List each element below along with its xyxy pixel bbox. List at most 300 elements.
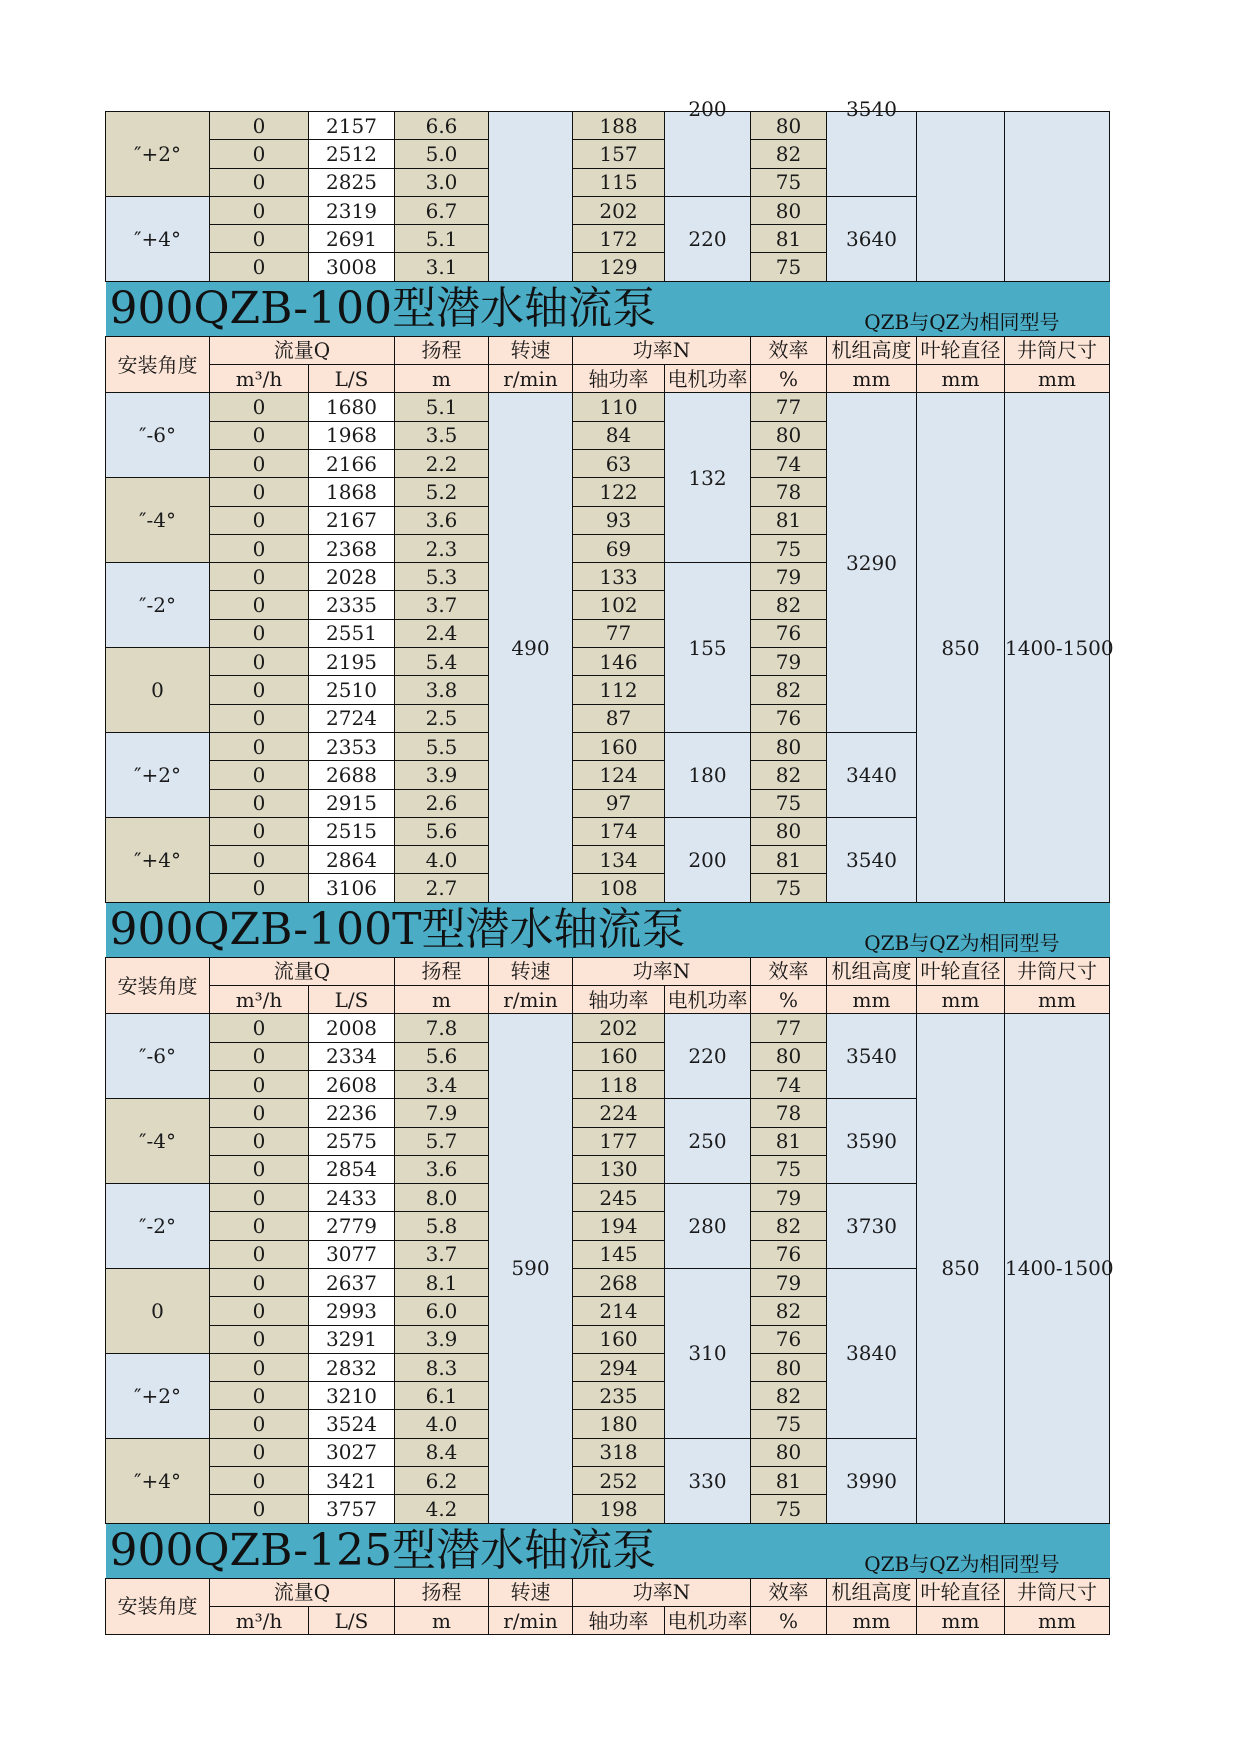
cell-unit-height [827,97,917,197]
cell-ls: 2724 [309,704,395,732]
cell-m3h: 0 [210,591,309,619]
cell-head: 7.8 [395,1014,489,1042]
cell-efficiency: 76 [751,704,827,732]
header-head: 扬程 [395,957,489,985]
cell-efficiency: 79 [751,648,827,676]
unit-mm2: mm [917,365,1005,393]
cell-ls: 3421 [309,1467,395,1495]
cell-shaft-power: 188 [573,112,665,140]
angle-cell: ″-4° [106,478,210,563]
header-flow: 流量Q [210,336,395,364]
cell-head: 3.6 [395,506,489,534]
unit-rmin: r/min [489,365,573,393]
cell-ls: 3008 [309,253,395,281]
section-title: 900QZB-100T型潜水轴流泵 [109,903,686,955]
cell-ls: 3027 [309,1438,395,1466]
header-efficiency: 效率 [751,1578,827,1606]
cell-efficiency: 79 [751,1184,827,1212]
cell-unit-height: 3290 [827,393,917,733]
header-well-size: 井筒尺寸 [1005,1578,1110,1606]
cell-m3h: 0 [210,534,309,562]
cell-efficiency: 81 [751,846,827,874]
cell-efficiency: 80 [751,1438,827,1466]
cell-head: 2.4 [395,619,489,647]
cell-motor-power [665,97,751,197]
unit-ls: L/S [309,365,395,393]
cell-head: 2.5 [395,704,489,732]
cell-ls: 2993 [309,1297,395,1325]
cell-ls: 1680 [309,393,395,421]
unit-m: m [395,365,489,393]
cell-head: 6.0 [395,1297,489,1325]
unit-row [106,986,1110,1014]
header-well-size: 井筒尺寸 [1005,336,1110,364]
cell-head: 3.7 [395,591,489,619]
header-speed: 转速 [489,336,573,364]
cell-head: 5.1 [395,225,489,253]
cell-efficiency: 76 [751,619,827,647]
cell-head: 3.5 [395,421,489,449]
section-title-inner [106,1524,1110,1578]
header-speed: 转速 [489,957,573,985]
cell-efficiency: 80 [751,196,827,224]
header-unit-height: 机组高度 [827,1578,917,1606]
cell-m3h: 0 [210,506,309,534]
cell-m3h: 0 [210,732,309,760]
cell-m3h: 0 [210,676,309,704]
cell-motor-power: 310 [665,1268,751,1438]
header-row [106,336,1110,364]
cell-head: 5.5 [395,732,489,760]
header-row [106,1578,1110,1606]
cell-efficiency: 77 [751,1014,827,1042]
section-title-inner [106,903,1110,957]
section-title-band [106,281,1110,336]
header-flow: 流量Q [210,957,395,985]
cell-shaft-power: 160 [573,1325,665,1353]
cell-ls: 2236 [309,1099,395,1127]
cell-ls: 2433 [309,1184,395,1212]
unit-pct: % [751,1606,827,1634]
cell-shaft-power: 124 [573,761,665,789]
cell-m3h: 0 [210,761,309,789]
cell-ls: 2368 [309,534,395,562]
cell-ls: 3524 [309,1410,395,1438]
cell-m3h: 0 [210,1212,309,1240]
cell-unit-height: 3590 [827,1099,917,1184]
unit-mm1: mm [827,986,917,1014]
angle-cell: ″-2° [106,1184,210,1269]
cell-efficiency: 75 [751,253,827,281]
cell-m3h: 0 [210,140,309,168]
cell-head: 8.4 [395,1438,489,1466]
unit-pct: % [751,986,827,1014]
table-row [106,393,1110,421]
cell-m3h: 0 [210,421,309,449]
cell-shaft-power: 130 [573,1155,665,1183]
cell-shaft-power: 122 [573,478,665,506]
cell-m3h: 0 [210,449,309,477]
angle-cell: ″-6° [106,393,210,478]
section-note: QZB与QZ为相同型号 [864,930,1060,955]
cell-ls: 2575 [309,1127,395,1155]
section-title-row [106,281,1110,336]
cell-ls: 3077 [309,1240,395,1268]
cell-ls: 3291 [309,1325,395,1353]
cell-efficiency: 82 [751,761,827,789]
cell-head: 3.6 [395,1155,489,1183]
cell-m3h: 0 [210,1042,309,1070]
cell-head: 2.7 [395,874,489,902]
cell-efficiency: 80 [751,421,827,449]
cell-m3h: 0 [210,393,309,421]
cell-m3h: 0 [210,1155,309,1183]
cell-ls: 2864 [309,846,395,874]
cell-impeller-diameter: 850 [917,1014,1005,1523]
cell-shaft-power: 224 [573,1099,665,1127]
unit-m3h: m³/h [210,365,309,393]
cell-shaft-power: 198 [573,1495,665,1523]
cell-ls: 2691 [309,225,395,253]
unit-mm3: mm [1005,986,1110,1014]
cell-head: 4.2 [395,1495,489,1523]
unit-shaft: 轴功率 [573,365,665,393]
cell-m3h: 0 [210,1495,309,1523]
cell-m3h: 0 [210,1297,309,1325]
cell-ls: 2166 [309,449,395,477]
cell-head: 5.8 [395,1212,489,1240]
cell-efficiency: 80 [751,817,827,845]
cell-shaft-power: 160 [573,732,665,760]
cell-shaft-power: 112 [573,676,665,704]
unit-mm2: mm [917,986,1005,1014]
cell-head: 5.6 [395,1042,489,1070]
cell-shaft-power: 93 [573,506,665,534]
cell-efficiency: 82 [751,1212,827,1240]
unit-ls: L/S [309,1606,395,1634]
section-title-band [106,902,1110,957]
cell-m3h: 0 [210,874,309,902]
cell-unit-height: 3540 [827,817,917,902]
cell-ls: 1868 [309,478,395,506]
cell-m3h: 0 [210,563,309,591]
cell-ls: 2637 [309,1268,395,1296]
header-row [106,957,1110,985]
header-efficiency: 效率 [751,336,827,364]
header-angle: 安装角度 [106,336,210,393]
cell-motor-power: 250 [665,1099,751,1184]
cell-shaft-power: 133 [573,563,665,591]
cell-ls: 2779 [309,1212,395,1240]
unit-row [106,365,1110,393]
cell-ls: 2195 [309,648,395,676]
cell-motor-power: 280 [665,1184,751,1269]
cell-head: 3.8 [395,676,489,704]
cell-efficiency: 75 [751,1155,827,1183]
angle-cell: ″+2° [106,1353,210,1438]
cell-efficiency: 75 [751,874,827,902]
cell-efficiency: 78 [751,1099,827,1127]
cell-efficiency: 81 [751,506,827,534]
header-head: 扬程 [395,336,489,364]
section-note: QZB与QZ为相同型号 [864,309,1060,334]
cell-head: 2.2 [395,449,489,477]
cell-shaft-power: 115 [573,168,665,196]
cell-shaft-power: 69 [573,534,665,562]
cell-ls: 2512 [309,140,395,168]
cell-efficiency: 75 [751,1410,827,1438]
cell-speed: 590 [489,1014,573,1523]
cell-head: 5.7 [395,1127,489,1155]
cell-m3h: 0 [210,253,309,281]
cell-efficiency: 82 [751,1297,827,1325]
cell-shaft-power: 87 [573,704,665,732]
cell-shaft-power: 108 [573,874,665,902]
cell-ls: 3210 [309,1382,395,1410]
cell-unit-height: 3990 [827,1438,917,1523]
cell-ls: 2353 [309,732,395,760]
cell-head: 3.7 [395,1240,489,1268]
cell-ls: 2825 [309,168,395,196]
cell-m3h: 0 [210,1438,309,1466]
cell-efficiency: 82 [751,140,827,168]
cell-shaft-power: 97 [573,789,665,817]
cell-motor-power: 200 [665,817,751,902]
cell-ls: 1968 [309,421,395,449]
cell-impeller-diameter: 850 [917,393,1005,902]
unit-motor: 电机功率 [665,365,751,393]
cell-m3h: 0 [210,1268,309,1296]
cell-m3h: 0 [210,478,309,506]
cell-shaft-power: 145 [573,1240,665,1268]
cell-head: 8.1 [395,1268,489,1296]
header-efficiency: 效率 [751,957,827,985]
angle-cell: ″+4° [106,817,210,902]
cell-ls: 2335 [309,591,395,619]
cell-shaft-power: 235 [573,1382,665,1410]
section-note: QZB与QZ为相同型号 [864,1551,1060,1576]
cell-efficiency: 77 [751,393,827,421]
cell-head: 5.0 [395,140,489,168]
cell-m3h: 0 [210,225,309,253]
cell-efficiency: 80 [751,1042,827,1070]
cell-shaft-power: 214 [573,1297,665,1325]
cell-shaft-power: 252 [573,1467,665,1495]
unit-motor: 电机功率 [665,986,751,1014]
cell-ls: 2319 [309,196,395,224]
unit-pct: % [751,365,827,393]
cell-head: 6.6 [395,112,489,140]
header-well-size: 井筒尺寸 [1005,957,1110,985]
cell-efficiency: 78 [751,478,827,506]
header-impeller-diameter: 叶轮直径 [917,336,1005,364]
unit-rmin: r/min [489,986,573,1014]
cell-efficiency: 81 [751,225,827,253]
cell-head: 3.9 [395,1325,489,1353]
cell-head: 5.2 [395,478,489,506]
pump-spec-sheet [105,97,1114,1635]
cell-motor-power: 155 [665,563,751,733]
cell-efficiency: 74 [751,449,827,477]
header-head: 扬程 [395,1578,489,1606]
cell-shaft-power: 202 [573,196,665,224]
cell-ls: 2167 [309,506,395,534]
cell-unit-height: 3730 [827,1184,917,1269]
cell-speed: 490 [489,393,573,902]
unit-rmin: r/min [489,1606,573,1634]
cell-efficiency: 79 [751,1268,827,1296]
cell-efficiency: 81 [751,1467,827,1495]
cell-m3h: 0 [210,168,309,196]
cell-head: 3.4 [395,1070,489,1098]
cell-ls: 2510 [309,676,395,704]
section-title: 900QZB-125型潜水轴流泵 [109,1524,657,1576]
cell-shaft-power: 160 [573,1042,665,1070]
cell-efficiency: 79 [751,563,827,591]
unit-mm3: mm [1005,365,1110,393]
unit-height-value: 3540 [846,97,897,121]
unit-motor: 电机功率 [665,1606,751,1634]
cell-ls: 2608 [309,1070,395,1098]
cell-efficiency: 82 [751,1382,827,1410]
cell-m3h: 0 [210,1410,309,1438]
cell-ls: 2515 [309,817,395,845]
cell-ls: 2688 [309,761,395,789]
header-speed: 转速 [489,1578,573,1606]
cell-unit-height: 3540 [827,1014,917,1099]
cell-unit-height: 3440 [827,732,917,817]
cell-m3h: 0 [210,648,309,676]
cell-impeller-diameter [917,112,1005,282]
cell-efficiency: 75 [751,534,827,562]
cell-shaft-power: 102 [573,591,665,619]
cell-m3h: 0 [210,1127,309,1155]
cell-motor-power: 132 [665,393,751,563]
cell-shaft-power: 157 [573,140,665,168]
unit-mm2: mm [917,1606,1005,1634]
cell-m3h: 0 [210,112,309,140]
cell-head: 4.0 [395,1410,489,1438]
cell-head: 5.6 [395,817,489,845]
angle-cell: ″+4° [106,196,210,281]
cell-m3h: 0 [210,1325,309,1353]
angle-cell: ″+2° [106,732,210,817]
angle-cell: ″-2° [106,563,210,648]
cell-shaft-power: 63 [573,449,665,477]
unit-mm1: mm [827,1606,917,1634]
cell-ls: 2157 [309,112,395,140]
cell-shaft-power: 245 [573,1184,665,1212]
cell-shaft-power: 294 [573,1353,665,1381]
cell-head: 5.3 [395,563,489,591]
cell-efficiency: 75 [751,1495,827,1523]
angle-cell: ″+2° [106,112,210,197]
cell-m3h: 0 [210,1014,309,1042]
cell-ls: 2854 [309,1155,395,1183]
cell-shaft-power: 180 [573,1410,665,1438]
unit-m3h: m³/h [210,1606,309,1634]
pump-spec-table [105,97,1114,1635]
cell-efficiency: 81 [751,1127,827,1155]
header-impeller-diameter: 叶轮直径 [917,957,1005,985]
cell-well-size: 1400-1500 [1005,1014,1110,1523]
cell-head: 2.6 [395,789,489,817]
unit-ls: L/S [309,986,395,1014]
unit-m: m [395,1606,489,1634]
cell-shaft-power: 129 [573,253,665,281]
cell-efficiency: 76 [751,1325,827,1353]
cell-m3h: 0 [210,1184,309,1212]
section-title-band [106,1523,1110,1578]
cell-efficiency: 75 [751,789,827,817]
cell-ls: 3757 [309,1495,395,1523]
section-title-row [106,902,1110,957]
header-impeller-diameter: 叶轮直径 [917,1578,1005,1606]
cell-head: 6.1 [395,1382,489,1410]
cell-m3h: 0 [210,704,309,732]
cell-m3h: 0 [210,817,309,845]
cell-motor-power: 220 [665,196,751,281]
header-angle: 安装角度 [106,1578,210,1635]
unit-row [106,1606,1110,1634]
section-title-row [106,1523,1110,1578]
cell-unit-height: 3640 [827,196,917,281]
section-title: 900QZB-100型潜水轴流泵 [109,282,657,334]
cell-m3h: 0 [210,1382,309,1410]
unit-m3h: m³/h [210,986,309,1014]
cell-ls: 2334 [309,1042,395,1070]
cell-motor-power: 330 [665,1438,751,1523]
unit-mm1: mm [827,365,917,393]
header-angle: 安装角度 [106,957,210,1014]
cell-m3h: 0 [210,1240,309,1268]
cell-head: 3.1 [395,253,489,281]
cell-efficiency: 80 [751,732,827,760]
cell-speed [489,112,573,282]
cell-head: 3.9 [395,761,489,789]
cell-head: 2.3 [395,534,489,562]
unit-m: m [395,986,489,1014]
cell-motor-power: 220 [665,1014,751,1099]
cell-shaft-power: 77 [573,619,665,647]
cell-shaft-power: 118 [573,1070,665,1098]
motor-power-value: 200 [688,97,727,121]
cell-shaft-power: 318 [573,1438,665,1466]
cell-well-size [1005,112,1110,282]
unit-mm3: mm [1005,1606,1110,1634]
cell-shaft-power: 202 [573,1014,665,1042]
cell-efficiency: 82 [751,591,827,619]
cell-shaft-power: 84 [573,421,665,449]
cell-efficiency: 82 [751,676,827,704]
cell-m3h: 0 [210,846,309,874]
cell-efficiency: 80 [751,112,827,140]
cell-shaft-power: 268 [573,1268,665,1296]
cell-m3h: 0 [210,196,309,224]
cell-shaft-power: 134 [573,846,665,874]
cell-ls: 2551 [309,619,395,647]
angle-cell: 0 [106,1268,210,1353]
cell-head: 6.2 [395,1467,489,1495]
section-title-inner [106,282,1110,336]
cell-m3h: 0 [210,1467,309,1495]
cell-efficiency: 75 [751,168,827,196]
header-flow: 流量Q [210,1578,395,1606]
cell-ls: 2832 [309,1353,395,1381]
cell-shaft-power: 174 [573,817,665,845]
unit-shaft: 轴功率 [573,986,665,1014]
cell-motor-power: 180 [665,732,751,817]
